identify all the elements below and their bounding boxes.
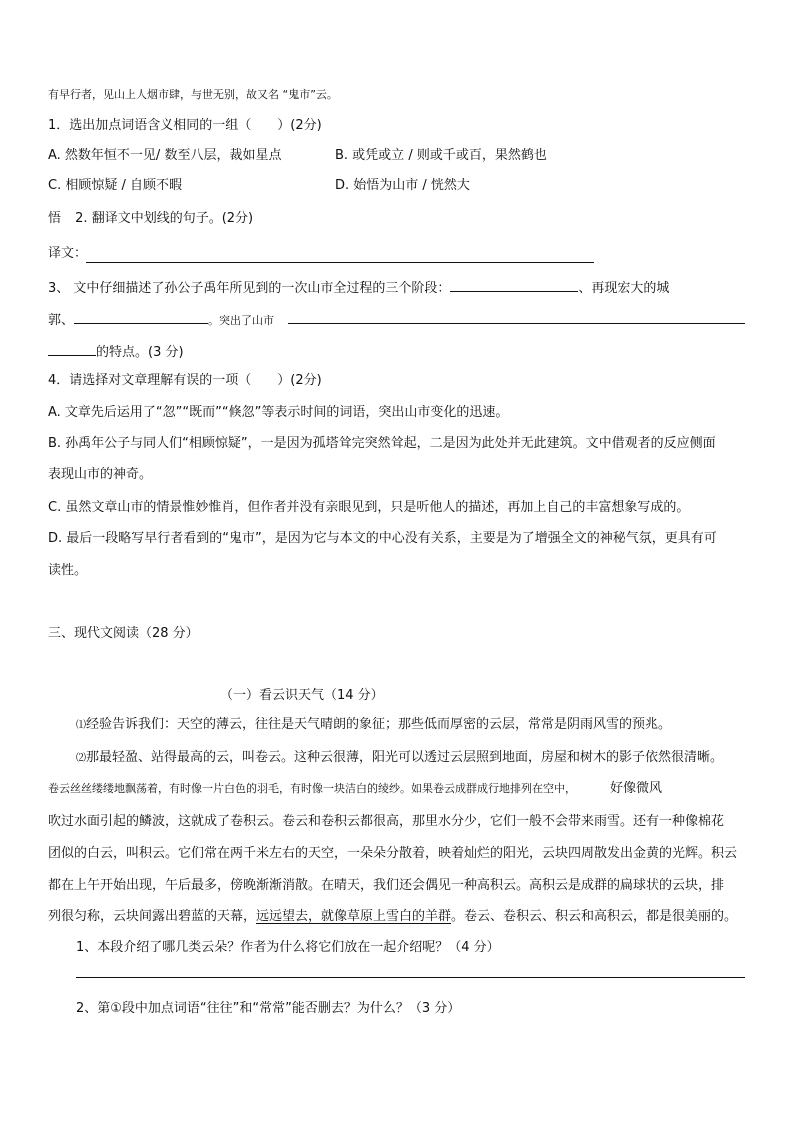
passage-title: （一）看云识天气（14 分） xyxy=(220,688,384,703)
question-3-line-2 xyxy=(48,309,274,331)
question-3-text-b: 、再现宏大的城 xyxy=(578,281,670,296)
paragraph-2-line-4: 团似的白云，叫积云。它们常在两千米左右的天空，一朵朵分散着，映着灿烂的阳光，云块四周散发出金黄的光辉。积云 xyxy=(48,846,738,861)
paragraph-2-line-1 xyxy=(76,748,723,769)
paragraph-1 xyxy=(76,715,671,736)
passage-question-2: 2、第①段中加点词语“往往”和“常常”能否删去？为什么？（3 分） xyxy=(76,1001,461,1016)
question-4-stem: 4．请选择对文章理解有误的一项（ ）(2分) xyxy=(48,373,322,388)
question-4-option-b-line-2: 表现山市的神奇。 xyxy=(48,467,153,482)
question-1-option-a: A. 然数年恒不一见/ 数至八层，裁如星点 xyxy=(48,148,282,163)
answer-blank[interactable] xyxy=(86,262,594,263)
question-2-line xyxy=(48,209,253,229)
question-3-text-a: 3、 文中仔细描述了孙公子禹年所见到的一次山市全过程的三个阶段： xyxy=(48,281,451,296)
paragraph-2-text-6a: 列很匀称，云块间露出碧蓝的天幕， xyxy=(48,909,257,924)
paragraph-2-text-1: 那最轻盈、站得最高的云，叫卷云。这种云很薄，阳光可以透过云层照到地面，房屋和树木的影子依然很清晰。 xyxy=(86,750,724,765)
passage-question-1-answer-line[interactable] xyxy=(76,977,745,978)
question-4-option-d-line-2: 读性。 xyxy=(48,563,88,578)
question-4-option-d-line-1: D. 最后一段略写早行者看到的“鬼市”，是因为它与本文的中心没有关系，主要是为了增强全文的神秘气氛，更具有可 xyxy=(48,531,717,546)
question-1-option-c: C. 相顾惊疑 / 自顾不暇 xyxy=(48,178,182,193)
question-1-stem: 1．选出加点词语含义相同的一组（ ）(2分) xyxy=(48,118,322,133)
question-2-answer-line xyxy=(48,244,87,264)
blank-stage-1[interactable] xyxy=(450,277,578,292)
paragraph-2-text-6c: 。卷云、卷积云、积云和高积云，都是很美丽的。 xyxy=(451,909,738,924)
underlined-sentence: 远远望去，就像草原上雪白的羊群 xyxy=(256,909,452,924)
intro-line: 有早行者，见山上人烟市肆，与世无别，故又名 “鬼市”云。 xyxy=(48,88,338,101)
answer-label: 译文： xyxy=(48,246,88,261)
question-3-line-3 xyxy=(48,341,184,363)
paragraph-2-line-3: 吹过水面引起的鳞波，这就成了卷积云。卷云和卷积云都很高，那里水分少，它们一般不会带来雨雪。还有一种像棉花 xyxy=(48,814,725,829)
section-3-heading: 三、现代文阅读（28 分） xyxy=(48,626,199,641)
paragraph-2-text-2a: 卷云丝丝缕缕地飘荡着，有时像一片白色的羽毛，有时像一块洁白的绫纱。如果卷云成群成行地排列在空中， xyxy=(48,782,576,795)
paragraph-2-line-2 xyxy=(48,779,662,799)
question-2-stem: 2. 翻译文中划线的句子。(2分) xyxy=(75,211,254,226)
question-1-option-b: B. 或凭或立 / 则或千或百，果然鹤也 xyxy=(335,148,547,163)
passage-question-1: 1、本段介绍了哪几类云朵？作者为什么将它们放在一起介绍呢？（4 分） xyxy=(76,940,500,955)
question-3-text-d: 。突出了山市 xyxy=(208,314,275,327)
question-4-option-c: C. 虽然文章山市的情景惟妙惟肖，但作者并没有亲眼见到，只是听他人的描述，再加上自己的丰富想象写成的。 xyxy=(48,500,690,515)
blank-stage-3[interactable] xyxy=(74,309,208,324)
question-3-text-e: 的特点。(3 分) xyxy=(96,345,184,360)
question-4-option-b-line-1: B. 孙禹年公子与同人们“相顾惊疑”，一是因为孤塔耸完突然耸起，二是因为此处并无此建筑。文中借观者的反应侧面 xyxy=(48,436,716,451)
question-3-line-1 xyxy=(48,277,669,299)
question-4-option-a: A. 文章先后运用了“忽”“既而”“倏忽”等表示时间的词语，突出山市变化的迅速。 xyxy=(48,405,509,420)
paragraph-1-number: ⑴ xyxy=(76,720,86,731)
paragraph-2-number: ⑵ xyxy=(76,753,86,764)
paragraph-2-text-2b: 好像微风 xyxy=(610,781,663,796)
paragraph-1-text: 经验告诉我们：天空的薄云，往往是天气晴朗的象征；那些低而厚密的云层，常常是阴雨风雪的预兆。 xyxy=(86,717,672,732)
paragraph-2-line-6 xyxy=(48,907,737,927)
question-1-option-d: D. 始悟为山市 / 恍然大 xyxy=(335,178,470,193)
question-3-text-c: 郭、 xyxy=(48,313,75,328)
paragraph-2-line-5: 都在上午开始出现，午后最多，傍晚渐渐消散。在晴天，我们还会偶见一种高积云。高积云是成群的扁球状的云块，排 xyxy=(48,878,725,893)
question-2-prefix: 悟 xyxy=(48,211,62,226)
blank-stage-2[interactable] xyxy=(288,323,745,324)
blank-feature[interactable] xyxy=(48,341,96,356)
